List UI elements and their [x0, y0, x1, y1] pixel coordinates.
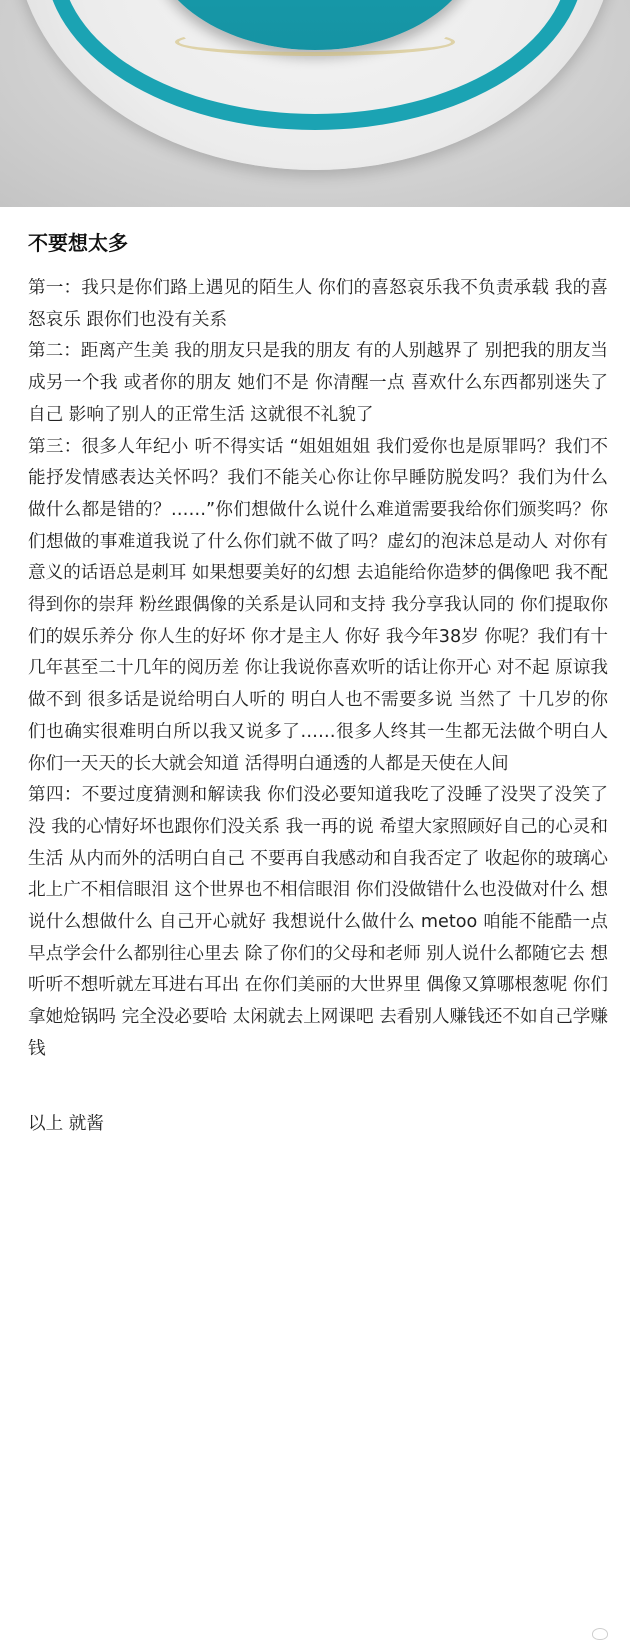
- paragraph-4: 第四：不要过度猜测和解读我 你们没必要知道我吃了没睡了没哭了没笑了没 我的心情好坏也跟你们没关系 我一再的说 希望大家照顾好自己的心灵和生活 从内而外的活明白自己 不要再自我感动和自我否定了 收起你的玻璃心 北上广不相信眼泪 这个世界也不相信眼泪 你们没做错什么也没做对什么 想说什么想做什么 自己开心就好 我想说什么做什么 metoo 咱能不能酷一点 早点学会什么都别往心里去 除了你们的父母和老师 别人说什么都随它去 想听听不想听就左耳进右耳出 在你们美丽的大世界里 偶像又算哪根葱呢 你们拿她炝锅吗 完全没必要哈 太闲就去上网课吧 去看别人赚钱还不如自己学赚钱: [28, 785, 608, 1059]
- paragraph-1: 第一：我只是你们路上遇见的陌生人 你们的喜怒哀乐我不负责承载 我的喜怒哀乐 跟你们也没有关系: [28, 278, 608, 330]
- post-title: 不要想太多: [28, 231, 128, 255]
- paragraph-2: 第二：距离产生美 我的朋友只是我的朋友 有的人别越界了 别把我的朋友当成另一个我 或者你的朋友 她们不是 你清醒一点 喜欢什么东西都别迷失了自己 影响了别人的正常生活 这就很不礼貌了: [28, 341, 608, 425]
- post-body: [0, 229, 630, 1140]
- header-photo: [0, 0, 630, 207]
- teacup-base-ring: [175, 28, 455, 56]
- closing-line: 以上 就酱: [28, 1113, 104, 1134]
- paragraph-3: 第三：很多人年纪小 听不得实话 “姐姐姐姐 我们爱你也是原罪吗？我们不能抒发情感表达关怀吗？我们不能关心你让你早睡防脱发吗？我们为什么做什么都是错的？……”你们想做什么说什么难道需要我给你们颁奖吗？你们想做的事难道我说了什么你们就不做了吗？虚幻的泡沫总是动人 对你有意义的话语总是刺耳 如果想要美好的幻想 去追能给你造梦的偶像吧 我不配得到你的崇拜 粉丝跟偶像的关系是认同和支持 我分享我认同的 你们提取你们的娱乐养分 你人生的好坏 你才是主人 你好 我今年38岁 你呢？我们有十几年甚至二十几年的阅历差 你让我说你喜欢听的话让你开心 对不起 原谅我做不到 很多话是说给明白人听的 明白人也不需要多说 当然了 十几岁的你们也确实很难明白所以我又说多了……很多人终其一生都无法做个明白人 你们一天天的长大就会知道 活得明白通透的人都是天使在人间: [28, 436, 608, 774]
- weibo-logo-icon: [592, 1628, 608, 1640]
- watermark: [592, 1628, 608, 1640]
